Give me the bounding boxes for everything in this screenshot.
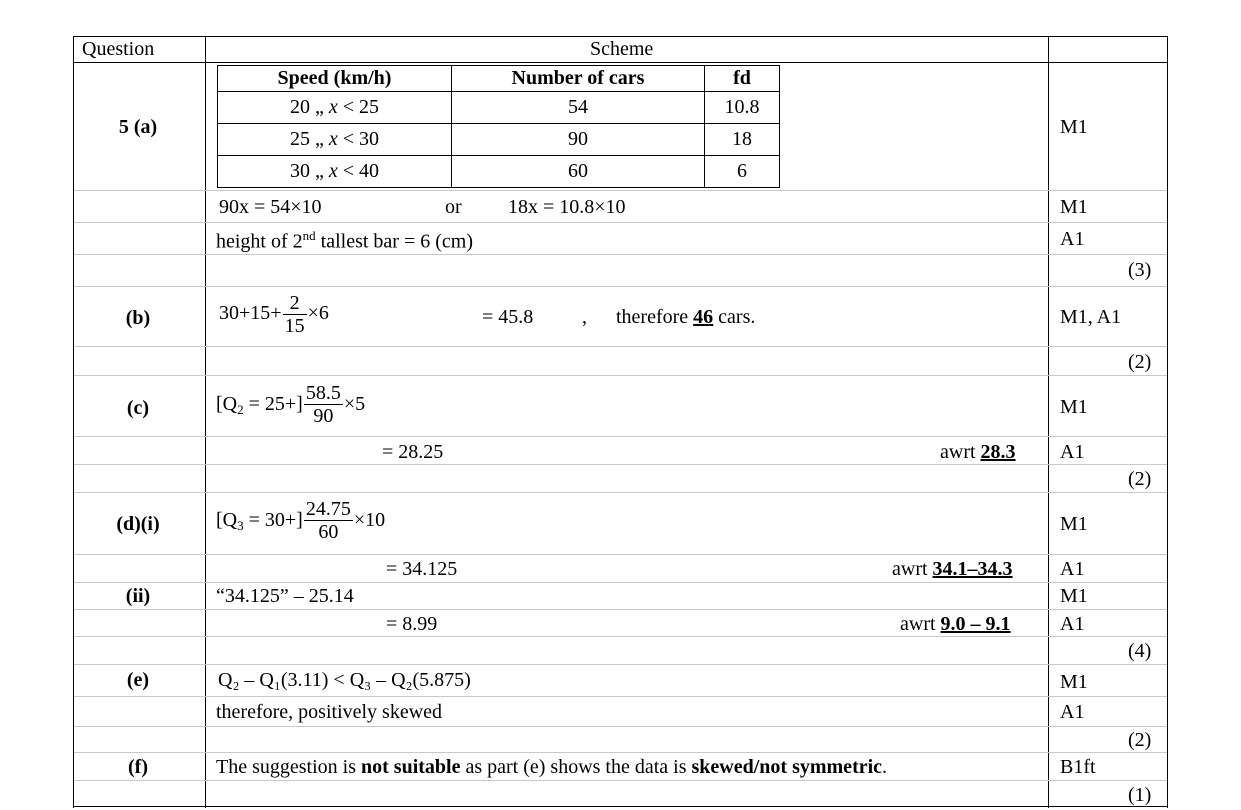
total-e: (2) bbox=[1128, 729, 1152, 751]
statement-period: . bbox=[882, 756, 888, 778]
speed-sym: „ bbox=[314, 160, 324, 182]
speed-var: x bbox=[328, 96, 338, 118]
question-label-d-i: (d)(i) bbox=[116, 513, 160, 535]
fd-cell: 18 bbox=[705, 124, 780, 156]
expression-d bbox=[216, 498, 385, 543]
equation-90x: 90x = 54×10 bbox=[219, 196, 322, 218]
mark-c-2: A1 bbox=[1060, 441, 1085, 463]
cars-cell: 54 bbox=[452, 92, 705, 124]
speed-cell bbox=[218, 92, 452, 124]
question-label-b: (b) bbox=[125, 307, 151, 329]
expr-b-post: ×6 bbox=[307, 302, 329, 325]
question-label-c: (c) bbox=[126, 397, 150, 419]
row-sep bbox=[74, 554, 1167, 555]
table-row bbox=[218, 156, 780, 188]
height-statement bbox=[216, 228, 473, 254]
speed-lt: < bbox=[342, 160, 355, 182]
speed-var: x bbox=[328, 160, 338, 182]
row-sep bbox=[74, 222, 1167, 223]
speed-lower: 20 bbox=[289, 96, 310, 118]
mark-d-3: M1 bbox=[1060, 585, 1088, 607]
mark-c-1: M1 bbox=[1060, 396, 1088, 418]
row-sep bbox=[74, 609, 1167, 610]
col-divider-2 bbox=[1048, 36, 1049, 808]
col-header-fd: fd bbox=[705, 66, 780, 92]
header-divider bbox=[73, 62, 1168, 63]
question-label-f: (f) bbox=[128, 756, 148, 778]
frame-top bbox=[73, 36, 1168, 37]
fraction-numerator: 58.5 bbox=[305, 382, 341, 404]
awrt-c bbox=[940, 441, 1016, 464]
table-row bbox=[218, 124, 780, 156]
fraction-numerator: 24.75 bbox=[305, 498, 351, 520]
expression-b bbox=[219, 292, 329, 337]
header-scheme: Scheme bbox=[590, 38, 654, 60]
fraction-denominator: 60 bbox=[318, 521, 339, 543]
total-a: (3) bbox=[1128, 259, 1152, 281]
expression-c bbox=[216, 382, 365, 427]
table-row bbox=[218, 92, 780, 124]
fraction-denominator: 90 bbox=[313, 405, 334, 427]
mark-d-4: A1 bbox=[1060, 613, 1085, 635]
mark-b: M1, A1 bbox=[1060, 306, 1122, 328]
mark-a-height: A1 bbox=[1060, 228, 1085, 250]
conclusion-pre: therefore bbox=[616, 306, 694, 328]
awrt-c-value: 28.3 bbox=[980, 441, 1016, 463]
conclusion-value: 46 bbox=[693, 306, 714, 328]
height-superscript: nd bbox=[302, 228, 316, 243]
statement-not-suitable: not suitable bbox=[361, 756, 461, 778]
fraction-numerator: 2 bbox=[283, 292, 307, 315]
frequency-table bbox=[217, 65, 780, 188]
question-label-5a: 5 (a) bbox=[118, 116, 158, 138]
row-sep bbox=[74, 696, 1167, 697]
expr-c-post: ×5 bbox=[343, 393, 366, 415]
row-sep bbox=[74, 375, 1167, 376]
col-header-cars: Number of cars bbox=[452, 66, 705, 92]
total-d: (4) bbox=[1128, 640, 1152, 662]
comma-b: , bbox=[582, 306, 587, 328]
frame-bottom bbox=[73, 806, 1168, 807]
mark-e-2: A1 bbox=[1060, 701, 1085, 723]
statement-part-1: The suggestion is bbox=[216, 756, 361, 778]
mark-f: B1ft bbox=[1060, 756, 1096, 778]
total-b: (2) bbox=[1128, 351, 1152, 373]
speed-upper: 30 bbox=[359, 128, 380, 150]
statement-skewed: skewed/not symmetric bbox=[691, 756, 883, 778]
speed-lower: 25 bbox=[289, 128, 310, 150]
row-sep bbox=[74, 346, 1167, 347]
row-sep bbox=[74, 464, 1167, 465]
equation-or: or bbox=[445, 196, 462, 218]
frame-right bbox=[1167, 36, 1168, 808]
mark-a-eq: M1 bbox=[1060, 196, 1088, 218]
speed-lt: < bbox=[342, 128, 355, 150]
row-sep bbox=[74, 780, 1167, 781]
awrt-c-label: awrt bbox=[940, 441, 981, 463]
height-text-pre: height of 2 bbox=[216, 230, 303, 253]
row-sep bbox=[74, 726, 1167, 727]
awrt-d2-value: 9.0 – 9.1 bbox=[940, 613, 1011, 635]
frame-left bbox=[73, 36, 74, 808]
height-text-post: tallest bar = 6 (cm) bbox=[315, 230, 473, 253]
total-f: (1) bbox=[1128, 784, 1152, 806]
expr-c-sub: 2 bbox=[237, 402, 244, 418]
result-b: = 45.8 bbox=[482, 306, 534, 328]
expr-d-pre: [Q bbox=[216, 509, 238, 531]
awrt-d1-value: 34.1–34.3 bbox=[932, 558, 1013, 580]
conclusion-b bbox=[616, 306, 755, 329]
mark-e-1: M1 bbox=[1060, 671, 1088, 693]
expr-d-mid: = 30+] bbox=[243, 509, 303, 531]
mark-a-table: M1 bbox=[1060, 116, 1088, 138]
awrt-d2-label: awrt bbox=[900, 613, 941, 635]
expr-b-pre: 30+15+ bbox=[219, 302, 282, 325]
row-sep bbox=[74, 752, 1167, 753]
speed-sym: „ bbox=[314, 128, 324, 150]
speed-cell bbox=[218, 124, 452, 156]
row-sep bbox=[74, 664, 1167, 665]
row-sep bbox=[74, 636, 1167, 637]
cars-cell: 90 bbox=[452, 124, 705, 156]
iqr-expression: “34.125” – 25.14 bbox=[216, 585, 354, 607]
expr-c-pre: [Q bbox=[216, 393, 238, 415]
cars-cell: 60 bbox=[452, 156, 705, 188]
fd-cell: 10.8 bbox=[705, 92, 780, 124]
row-sep bbox=[74, 254, 1167, 255]
row-sep bbox=[74, 286, 1167, 287]
fd-cell: 6 bbox=[705, 156, 780, 188]
header-question: Question bbox=[82, 38, 155, 60]
row-sep bbox=[74, 582, 1167, 583]
expr-d-post: ×10 bbox=[353, 509, 386, 531]
result-c: = 28.25 bbox=[382, 441, 444, 463]
expr-d-sub: 3 bbox=[237, 518, 244, 534]
mark-d-1: M1 bbox=[1060, 513, 1088, 535]
total-c: (2) bbox=[1128, 468, 1152, 490]
expr-c-mid: = 25+] bbox=[243, 393, 303, 415]
result-d-1: = 34.125 bbox=[386, 558, 458, 580]
question-label-e: (e) bbox=[126, 669, 150, 691]
speed-lt: < bbox=[342, 96, 355, 118]
result-d-2: = 8.99 bbox=[386, 613, 438, 635]
fraction-d bbox=[304, 498, 353, 543]
question-label-d-ii: (ii) bbox=[125, 585, 151, 607]
speed-var: x bbox=[328, 128, 338, 150]
skew-conclusion: therefore, positively skewed bbox=[216, 701, 443, 723]
speed-upper: 40 bbox=[359, 160, 380, 182]
speed-cell bbox=[218, 156, 452, 188]
awrt-d-2 bbox=[900, 613, 1011, 636]
conclusion-post: cars. bbox=[713, 306, 756, 328]
fraction-denominator: 15 bbox=[284, 315, 305, 337]
speed-lower: 30 bbox=[289, 160, 310, 182]
fraction-c bbox=[304, 382, 343, 427]
speed-sym: „ bbox=[314, 96, 324, 118]
suggestion-statement bbox=[216, 756, 887, 779]
row-sep bbox=[74, 436, 1167, 437]
quartile-comparison: Q₂ – Q₁(3.11) < Q₃ – Q₂(5.875) bbox=[218, 669, 471, 691]
fraction-b bbox=[283, 292, 307, 337]
equation-18x: 18x = 10.8×10 bbox=[508, 196, 626, 218]
col-divider-1 bbox=[205, 36, 206, 808]
col-header-speed: Speed (km/h) bbox=[218, 66, 452, 92]
table-header-row bbox=[218, 66, 780, 92]
row-sep bbox=[74, 190, 1167, 191]
statement-part-3: as part (e) shows the data is bbox=[460, 756, 692, 778]
awrt-d-1 bbox=[892, 558, 1013, 581]
mark-d-2: A1 bbox=[1060, 558, 1085, 580]
speed-upper: 25 bbox=[359, 96, 380, 118]
row-sep bbox=[74, 492, 1167, 493]
awrt-d1-label: awrt bbox=[892, 558, 933, 580]
